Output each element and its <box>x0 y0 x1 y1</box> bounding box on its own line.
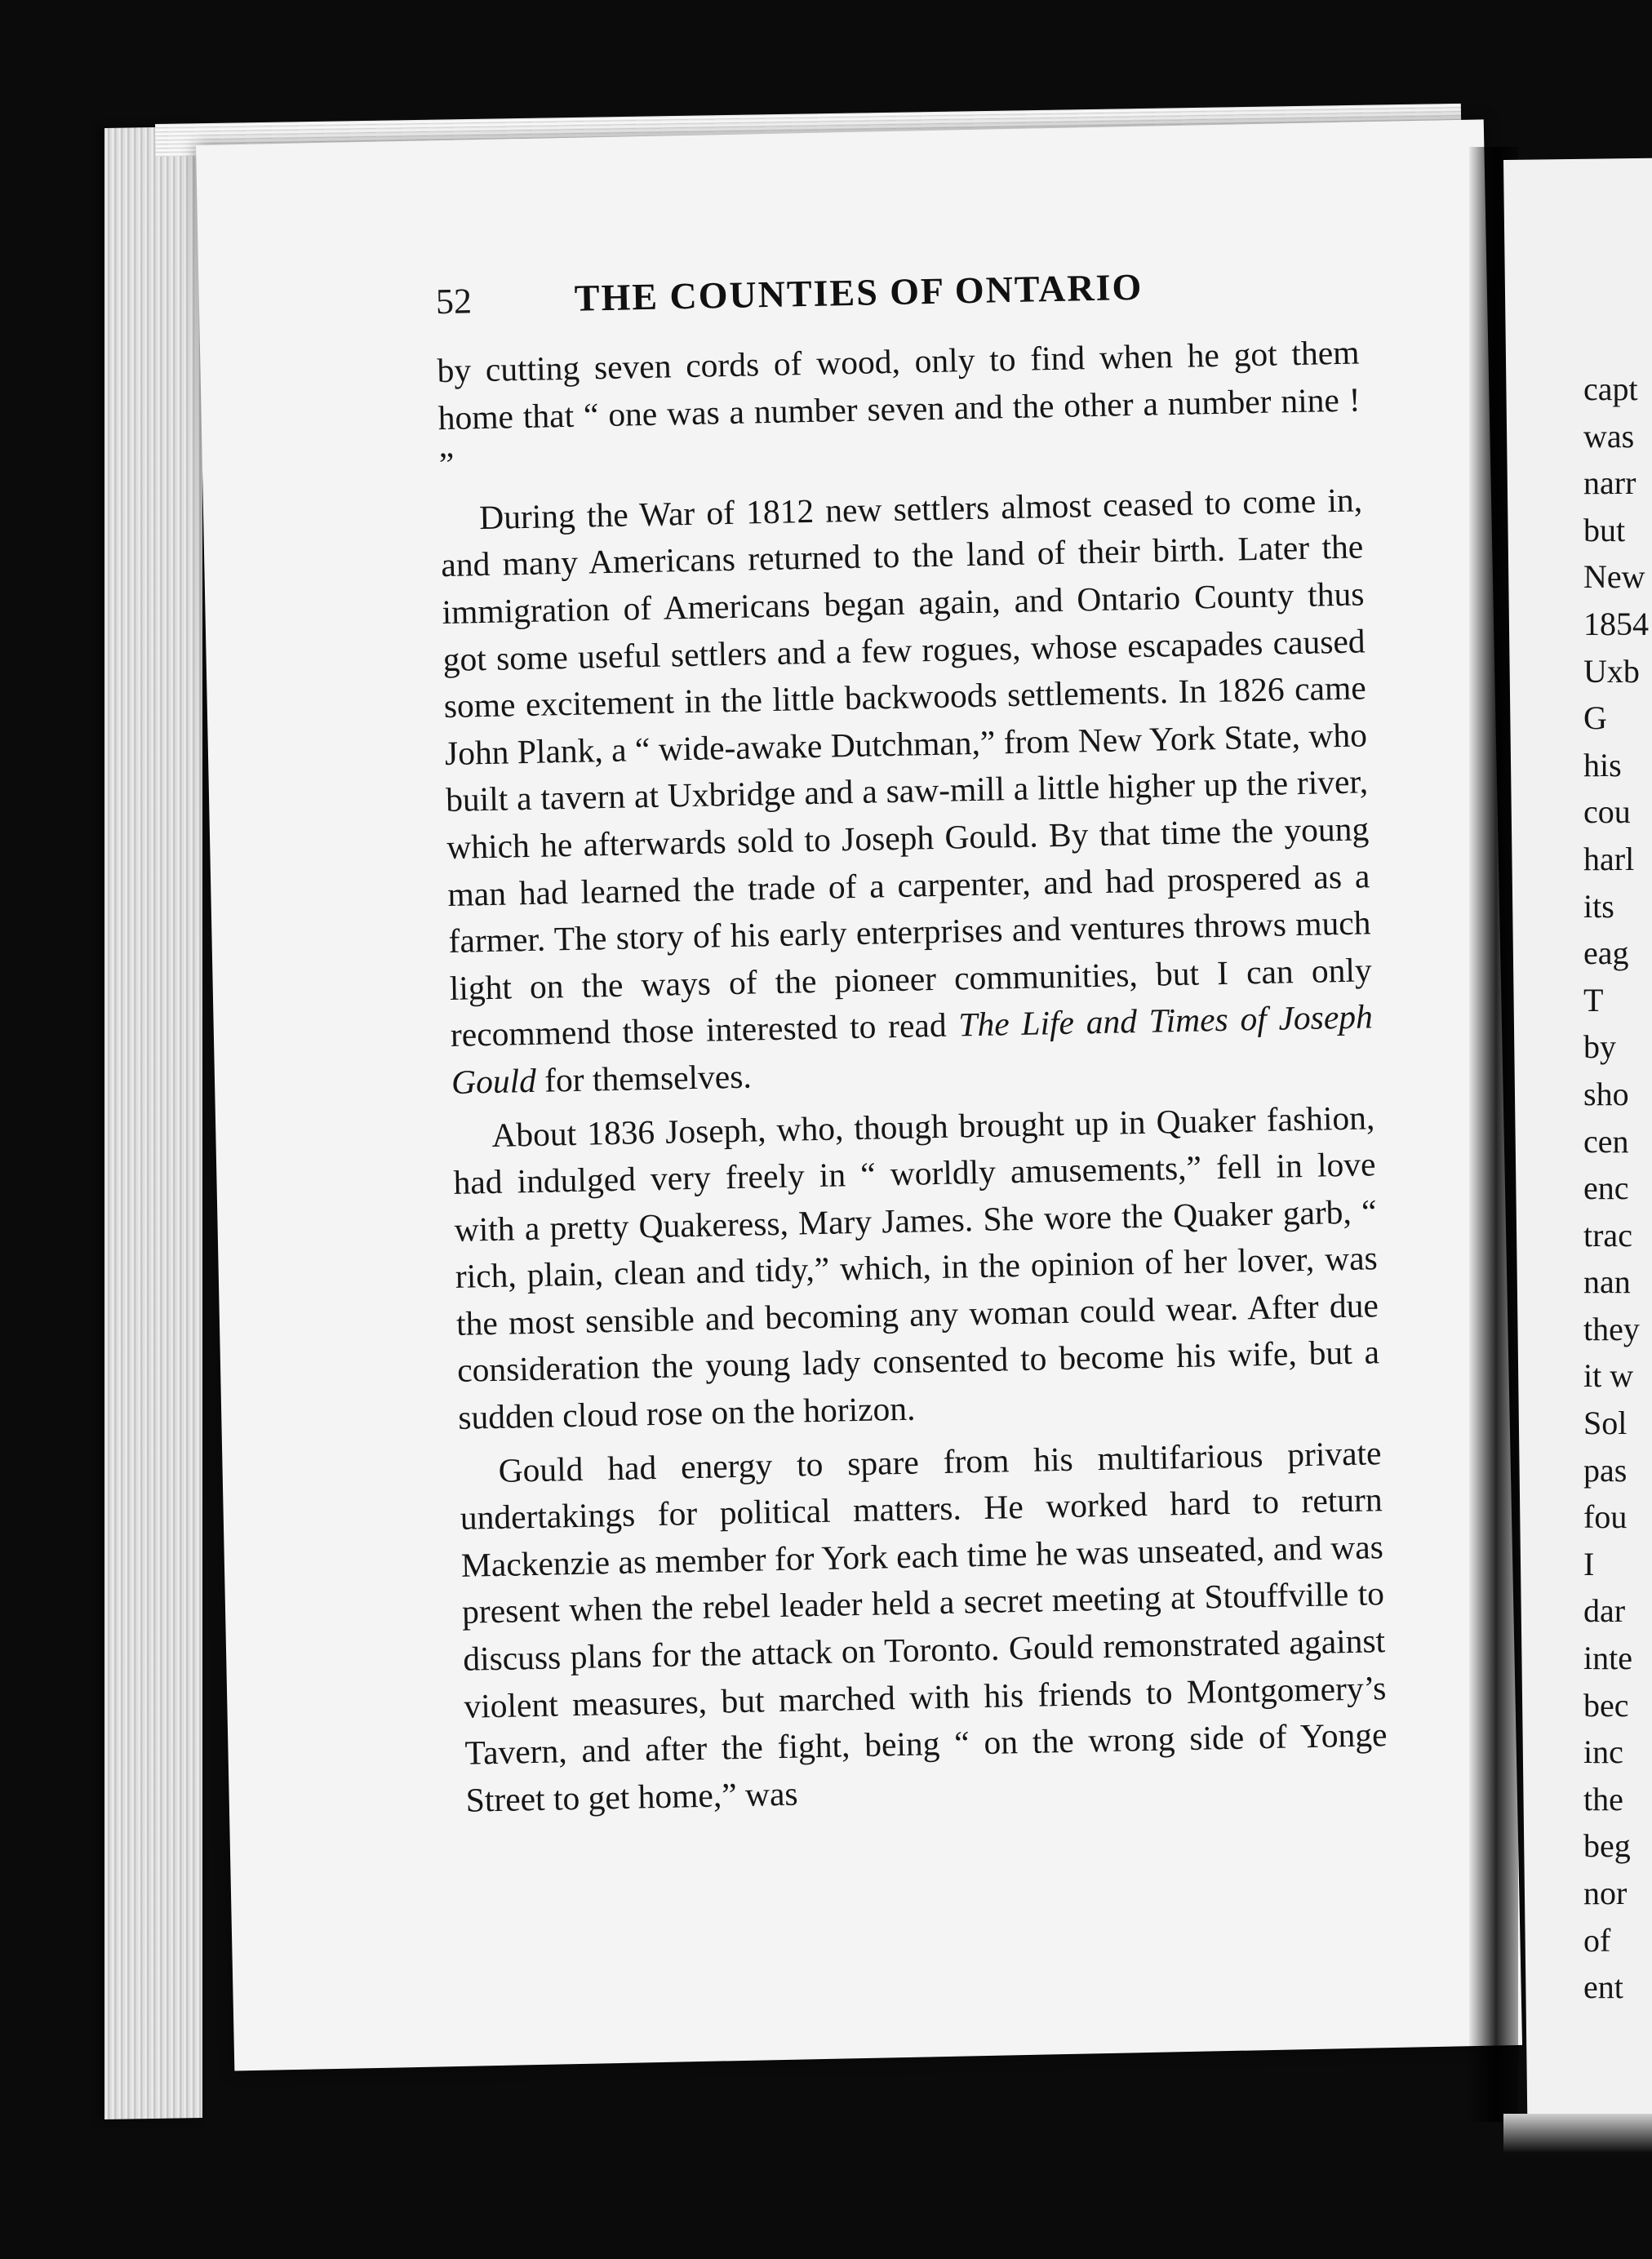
book-title: THE COUNTIES OF ONTARIO <box>574 265 1144 319</box>
right-line: inte <box>1583 1640 1632 1677</box>
paragraph <box>440 477 1374 1106</box>
right-line: pas <box>1583 1451 1628 1489</box>
right-line: beg <box>1583 1827 1631 1865</box>
right-line: trac <box>1583 1216 1632 1254</box>
right-line: enc <box>1583 1169 1629 1207</box>
right-line: the <box>1583 1780 1623 1817</box>
right-line: Uxb <box>1583 652 1640 690</box>
right-line: they <box>1583 1310 1640 1347</box>
page-stack-edge <box>104 126 202 2119</box>
page-number: 52 <box>435 281 473 322</box>
right-line: was <box>1583 417 1635 455</box>
page-content <box>435 260 1388 1824</box>
right-line: dar <box>1583 1592 1626 1630</box>
paragraph: by cutting seven cords of wood, only to find when he got them home that “ one was a number seven and the other a number nine ! ” <box>437 333 1361 484</box>
right-line: Sol <box>1583 1405 1628 1442</box>
right-line: ent <box>1583 1968 1623 2006</box>
body-text <box>437 329 1388 1824</box>
right-page-text <box>1583 366 1652 2011</box>
paragraph: About 1836 Joseph, who, though brought up in Quaker fashion, had indulged very freely in “ worldly amusements,” fell in love with a pretty Quakeress, Mary James. She wore the Quaker garb, “ rich, plain, clean and tidy,” which, in the opinion of her lover, was the most sensible and becoming any woman could wear. After due consideration the young lady consented to become his wife, but a sudden cloud rose on the horizon. <box>453 1098 1380 1436</box>
right-line: sho <box>1583 1075 1629 1112</box>
right-line: bec <box>1583 1686 1629 1724</box>
right-line: its <box>1583 887 1614 925</box>
right-line: it w <box>1583 1357 1634 1395</box>
right-line: his <box>1583 746 1622 783</box>
right-line: New <box>1583 558 1645 596</box>
book-reference: The Life and Times of Joseph Gould <box>451 997 1374 1101</box>
right-line: T <box>1583 981 1604 1019</box>
right-line: inc <box>1583 1733 1623 1771</box>
page-bottom-shadow <box>1503 2114 1652 2212</box>
right-line: nor <box>1583 1875 1628 1911</box>
right-line: harl <box>1583 840 1635 877</box>
paragraph-tail: for themselves. <box>535 1057 753 1099</box>
right-line: fou <box>1583 1498 1628 1536</box>
right-line: by <box>1583 1028 1616 1066</box>
right-line: narr <box>1583 464 1636 502</box>
paragraph: Gould had energy to spare from his multifarious private undertakings for political matters. He worked hard to return Mackenzie as member for York each time he was unseated, and was present when the rebel leader held a secret meeting at Stouffville to discuss plans for the attack on Toronto. Gould remonstrated against violent measures, but marched with his friends to Montgomery’s Tavern, and after the fight, being “ on the wrong side of Yonge Street to get home,” was <box>460 1433 1388 1819</box>
right-line: 1854 <box>1583 605 1649 642</box>
right-line: G <box>1583 699 1607 737</box>
right-line: I <box>1583 1545 1595 1582</box>
right-line: cen <box>1583 1122 1629 1160</box>
running-head <box>435 260 1358 336</box>
left-page <box>196 119 1522 2070</box>
right-line: but <box>1583 511 1626 548</box>
right-line: cou <box>1583 793 1631 831</box>
right-line: nan <box>1583 1263 1631 1301</box>
paragraph-text: During the War of 1812 new settlers almost ceased to come in, and many Americans returned to the land of their birth. Later the immigration of Americans began again, and Ontario County thus got some useful settlers and a few rogues, whose escapades caused some excitement in the little backwoods settlements. In 1826 came John Plank, a “ wide-awake Dutchman,” from New York State, who built a tavern at Uxbridge and a saw-mill a little higher up the river, which he afterwards sold to Joseph Gould. By that time the young man had learned the trade of a carpenter, and had prospered as a farmer. The story of his early enterprises and ventures throws much light on the ways of the pioneer communities, but I can only recommend those interested to read <box>440 481 1373 1054</box>
right-line: capt <box>1583 371 1638 407</box>
right-line: of <box>1583 1921 1611 1959</box>
right-line: eag <box>1583 934 1629 972</box>
